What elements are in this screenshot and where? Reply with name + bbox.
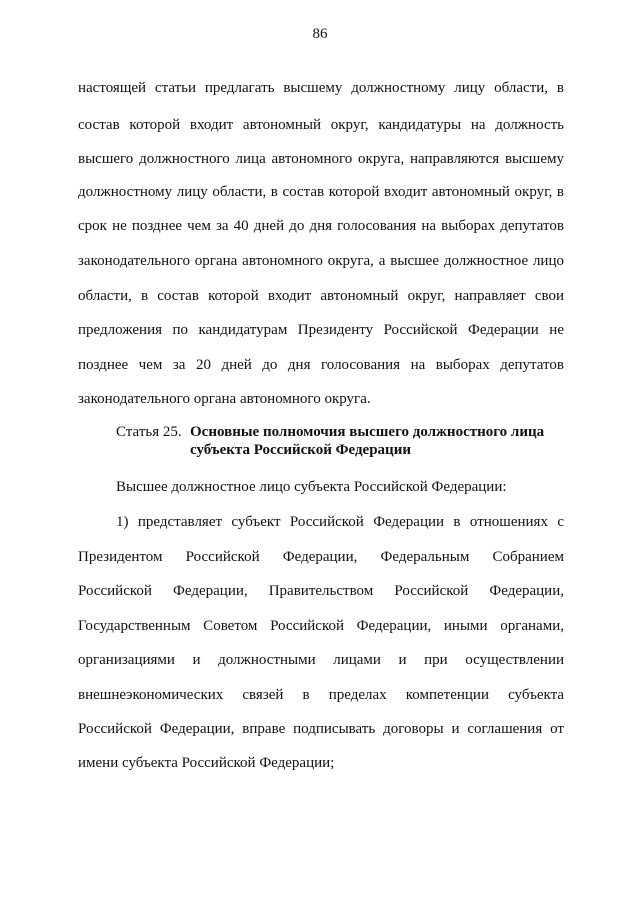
article-label: Статья 25. (116, 424, 182, 440)
paragraph-line: срок не позднее чем за 40 дней до дня голосования на выборах депутатов (78, 218, 564, 234)
article-title-line: субъекта Российской Федерации (190, 442, 411, 458)
article-title-line: Основные полномочия высшего должностного лица (190, 424, 545, 440)
paragraph-line: должностному лицу области, в состав которой входит автономный округ, в (78, 184, 564, 200)
intro-line: Высшее должностное лицо субъекта Российской Федерации: (116, 479, 507, 495)
item1-first-line: 1) представляет субъект Российской Федерации в отношениях с (116, 514, 564, 530)
item1-line: Российской Федерации, Правительством Российской Федерации, (78, 583, 564, 599)
paragraph-line: законодательного органа автономного округа, а высшее должностное лицо (78, 253, 564, 269)
paragraph-line: высшего должностного лица автономного округа, направляются высшему (78, 151, 564, 167)
paragraph-line: предложения по кандидатурам Президенту Российской Федерации не (78, 322, 564, 338)
item1-line: организациями и должностными лицами и при осуществлении (78, 652, 564, 668)
paragraph-line: законодательного органа автономного округа. (78, 391, 371, 407)
article-title (190, 423, 570, 459)
item1-line: имени субъекта Российской Федерации; (78, 755, 335, 771)
paragraph-line: позднее чем за 20 дней до дня голосования на выборах депутатов (78, 357, 564, 373)
paragraph-line: области, в состав которой входит автономный округ, направляет свои (78, 288, 564, 304)
item1-line: внешнеэкономических связей в пределах компетенции субъекта (78, 687, 564, 703)
page-number: 86 (312, 26, 328, 42)
paragraph-line: настоящей статьи предлагать высшему должностному лицу области, в (78, 80, 564, 96)
item1-line: Государственным Советом Российской Федерации, иными органами, (78, 618, 564, 634)
item1-line: Президентом Российской Федерации, Федеральным Собранием (78, 549, 564, 565)
paragraph-line: состав которой входит автономный округ, кандидатуры на должность (78, 117, 564, 133)
item1-line: Российской Федерации, вправе подписывать договоры и соглашения от (78, 721, 564, 737)
